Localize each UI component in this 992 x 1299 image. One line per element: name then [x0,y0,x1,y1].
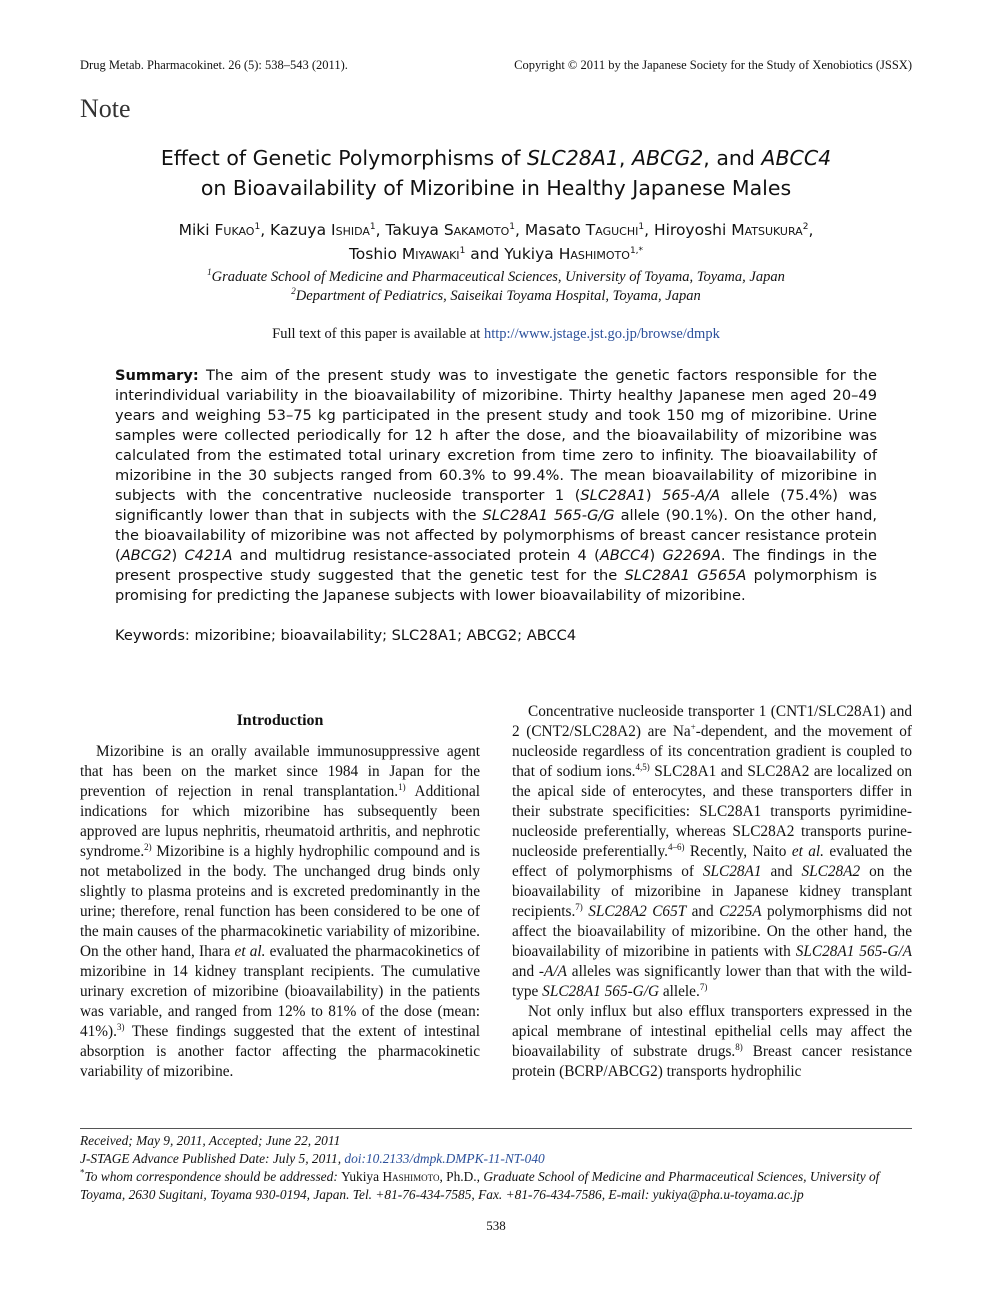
affiliation-2: $^2$Department of Pediatrics, Saiseikai Toyama Hospital, Toyama, Japan [291,286,701,304]
copyright-notice: Copyright © 2011 by the Japanese Society for the Study of Xenobiotics (JSSX) [514,58,912,72]
intro-paragraph-3: Not only influx but also efflux transporters expressed in the apical membrane of intestinal epithelial cells may affect the bioavailability of substrate drugs.$^{8)}$ Breast cancer resistance protein (BCRP/ABCG2) transports hydrophilic [512,1003,912,1080]
intro-paragraph-1: Mizoribine is an orally available immunosuppressive agent that has been on the market since 1984 in Japan for the prevention of rejection in renal transplantation.$^{1)}$ Additional indications for which mizoribine has subsequently been approved are lupus nephritis, rheumatoid arthritis, and nephrotic syndrome.$^{2)}$ Mizoribine is a highly hydrophilic compound and is not metabolized in the body. The unchanged drug binds only slightly to plasma proteins and is excreted predominantly in the urine; therefore, renal function has been considered to be one of the main causes of the pharmacokinetic variability of mizoribine. On the other hand, Ihara et al. evaluated the pharmacokinetics of mizoribine in 14 kidney transplant recipients. The cumulative urinary excretion of mizoribine (bioavailability) in the patients was variable, and ranged from 12% to 81% of the dose (mean: 41%).$^{3)}$ These findings suggested that the extent of intestinal absorption is another factor affecting the pharmacokinetic variability of mizoribine. [80,743,480,1080]
footnote-divider [80,1128,912,1129]
author-list: Miki Fukao$^1$, Kazuya Ishida$^1$, Takuya Sakamoto$^1$, Masato Taguchi$^1$, Hiroyoshi Matsukura$^2$, Toshio Miyawaki$^1$ and Yukiya Hashimoto$^{1,*}$ [178,221,814,263]
summary-abstract: Summary: The aim of the present study was to investigate the genetic factors responsible for the interindividual variability in the bioavailability of mizoribine. Thirty healthy Japanese men aged 20–49 years and weighing 53–75 kg participated in the present study and took 150 mg of mizoribine. Urine samples were collected periodically for 12 h after the dose, and the bioavailability of mizoribine was calculated from the estimated total urinary excretion from time zero to infinity. The bioavailability of mizoribine in the 30 subjects ranged from 60.3% to 99.4%. The mean bioavailability of mizoribine in subjects with the concentrative nucleoside transporter 1 (SLC28A1) 565-A/A allele (75.4%) was significantly lower than that in subjects with the SLC28A1 565-G/G allele (90.1%). On the other hand, the bioavailability of mizoribine was not affected by polymorphisms of breast cancer resistance protein (ABCG2) C421A and multidrug resistance-associated protein 4 (ABCC4) G2269A. The findings in the present prospective study suggested that the genetic test for the SLC28A1 G565A polymorphism is promising for predicting the Japanese subjects with lower bioavailability of mizoribine. [115,367,878,604]
received-dates: Received; May 9, 2011, Accepted; June 22, 2011 [80,1133,341,1148]
paper-title: Effect of Genetic Polymorphisms of SLC28A1, ABCG2, and ABCC4 on Bioavailability of Mizoribine in Healthy Japanese Males [160,146,832,200]
page-number: 538 [486,1218,506,1233]
full-text-link[interactable]: http://www.jstage.jst.go.jp/browse/dmpk [483,326,720,342]
keywords: Keywords: mizoribine; bioavailability; SLC28A1; ABCG2; ABCC4 [115,627,577,644]
jstage-date: J-STAGE Advance Published Date: July 5, 2011, doi:10.2133/dmpk.DMPK-11-NT-040 [80,1151,545,1166]
introduction-heading: Introduction [236,712,324,729]
left-column-text [80,742,480,1082]
footnotes [80,1132,912,1204]
full-text-notice: Full text of this paper is available at http://www.jstage.jst.go.jp/browse/dmpk [272,326,720,342]
section-label: Note [80,94,131,123]
doi-link[interactable]: doi:10.2133/dmpk.DMPK-11-NT-040 [344,1151,545,1166]
intro-paragraph-2: Concentrative nucleoside transporter 1 (CNT1/SLC28A1) and 2 (CNT2/SLC28A2) are Na+-dependent, and the movement of nucleoside regardless of its concentration gradient is coupled to that of sodium ions.$^{4,5)}$ SLC28A1 and SLC28A2 are localized on the apical side of enterocytes, and these transporters differ in their substrate specificities: SLC28A1 transports pyrimidine-nucleoside preferentially, whereas SLC28A2 transports purine-nucleoside preferentially.$^{4-6)}$ Recently, Naito et al. evaluated the effect of polymorphisms of SLC28A1 and SLC28A2 on the bioavailability of mizoribine in Japanese kidney transplant recipients.$^{7)}$ SLC28A2 C65T and C225A polymorphisms did not affect the bioavailability of mizoribine. On the other hand, the bioavailability of mizoribine in patients with SLC28A1 565-G/A and -A/A alleles was significantly lower than that with the wild-type SLC28A1 565-G/G allele.$^{7)}$ [512,703,912,1000]
correspondence: *To whom correspondence should be addressed: Yukiya Hashimoto, Ph.D., Graduate School of Medicine and Pharmaceutical Sciences, University of Toyama, 2630 Sugitani, Toyama 930-0194, Japan. Tel. +81-76-434-7585, Fax. +81-76-434-7586, E-mail: yukiya@pha.u-toyama.ac.jp [80,1167,880,1202]
journal-reference: Drug Metab. Pharmacokinet. 26 (5): 538–543 (2011). [80,58,348,72]
right-column-text [512,702,912,1082]
affiliation-1: $^1$Graduate School of Medicine and Pharmaceutical Sciences, University of Toyama, Toyama, Japan [207,267,785,285]
